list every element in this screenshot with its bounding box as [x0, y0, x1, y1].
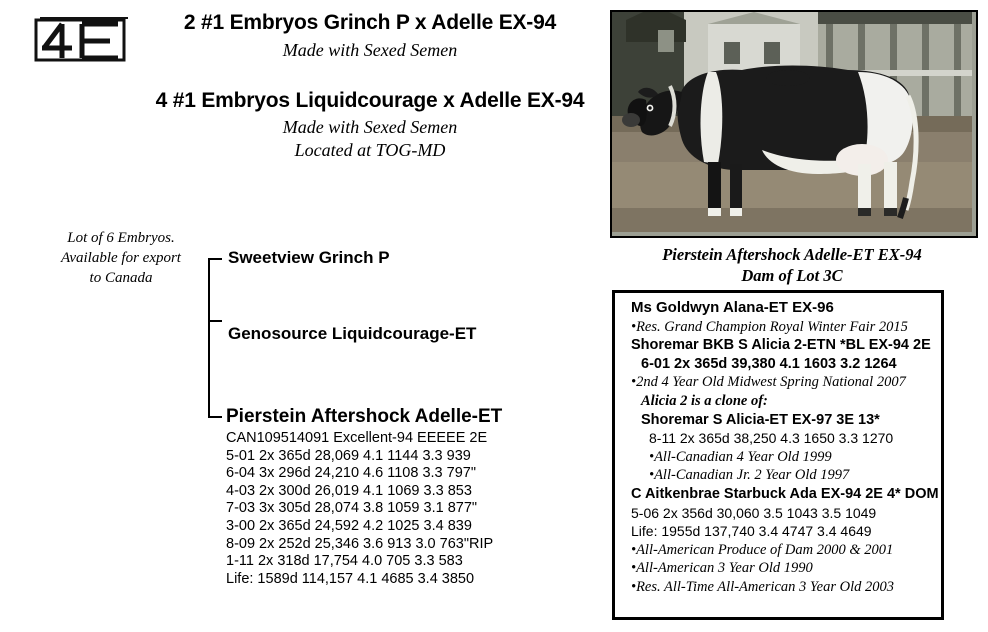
pedigree-detail-line: •Res. Grand Champion Royal Winter Fair 2015	[631, 318, 908, 335]
pedigree-detail-line: Shoremar BKB S Alicia 2-ETN *BL EX-94 2E	[631, 337, 931, 354]
lot-title-secondary: 4 #1 Embryos Liquidcourage x Adelle EX-94	[155, 89, 585, 112]
pedigree-detail-line: Alicia 2 is a clone of:	[641, 392, 768, 409]
pedigree-bracket-vertical	[208, 258, 210, 418]
pedigree-bracket-bottom	[208, 416, 222, 418]
cow-photo	[610, 10, 978, 238]
pedigree-detail-line: •All-American 3 Year Old 1990	[631, 560, 813, 577]
export-note-line-2: Available for export	[61, 250, 181, 266]
dam-record-line: 6-04 3x 296d 24,210 4.6 1108 3.3 797"	[226, 465, 476, 482]
lot-title-primary: 2 #1 Embryos Grinch P x Adelle EX-94	[183, 11, 557, 34]
lot-location: Located at TOG-MD	[294, 140, 446, 160]
dam-record-line: Life: 1589d 114,157 4.1 4685 3.4 3850	[226, 570, 475, 587]
pedigree-detail-line: Ms Goldwyn Alana-ET EX-96	[631, 299, 834, 316]
dam-record-line: CAN109514091 Excellent-94 EEEEE 2E	[226, 430, 488, 446]
maternal-pedigree-box	[612, 290, 944, 620]
dam-record-line: 8-09 2x 252d 25,346 3.6 913 3.0 763"RIP	[226, 535, 494, 552]
dam-record-line: 3-00 2x 365d 24,592 4.2 1025 3.4 839	[226, 517, 472, 534]
pedigree-detail-line: Shoremar S Alicia-ET EX-97 3E 13*	[641, 411, 880, 428]
pedigree-detail-line: 8-11 2x 365d 38,250 4.3 1650 3.3 1270	[649, 430, 894, 447]
pedigree-detail-line: •All-American Produce of Dam 2000 & 2001	[631, 541, 894, 558]
export-note-line-3: to Canada	[89, 270, 153, 286]
dam-records	[226, 430, 582, 588]
pedigree-detail-line: •All-Canadian Jr. 2 Year Old 1997	[649, 467, 850, 484]
sire-liquidcourage: Genosource Liquidcourage-ET	[228, 324, 477, 343]
lot-subtitle-secondary: Made with Sexed Semen	[282, 117, 458, 137]
header-block	[140, 10, 600, 162]
dam-record-line: 4-03 2x 300d 26,019 4.1 1069 3.3 853	[226, 482, 472, 499]
dam-name: Pierstein Aftershock Adelle-ET	[226, 406, 503, 427]
pedigree-bracket-top	[208, 258, 222, 260]
lot-subtitle-primary: Made with Sexed Semen	[282, 40, 458, 60]
photo-caption-line-1: Pierstein Aftershock Adelle-ET EX-94	[662, 245, 922, 264]
pedigree-detail-line: 6-01 2x 365d 39,380 4.1 1603 3.2 1264	[641, 355, 897, 372]
pedigree-detail-line: •Res. All-Time All-American 3 Year Old 2003	[631, 578, 894, 595]
pedigree-detail-line: •All-Canadian 4 Year Old 1999	[649, 448, 832, 465]
dam-record-line: 7-03 3x 305d 28,074 3.8 1059 3.1 877"	[226, 500, 478, 517]
photo-caption-line-2: Dam of Lot 3C	[741, 266, 843, 285]
export-note-line-1: Lot of 6 Embryos.	[67, 230, 175, 246]
pedigree-detail-line: 5-06 2x 356d 30,060 3.5 1043 3.5 1049	[631, 504, 877, 521]
dam-record-line: 1-11 2x 318d 17,754 4.0 705 3.3 583	[226, 553, 463, 570]
pedigree-detail-line: Life: 1955d 137,740 3.4 4747 3.4 4649	[631, 523, 872, 540]
cow-photo-graphic	[612, 12, 972, 232]
pedigree-bracket-mid	[208, 320, 222, 322]
dam-record-line: 5-01 2x 365d 28,069 4.1 1144 3.3 939	[226, 447, 471, 464]
pedigree-block	[222, 248, 582, 588]
four-e-logo	[32, 14, 128, 66]
export-note	[46, 228, 196, 288]
logo-graphic	[32, 14, 128, 66]
pedigree-detail-line: •2nd 4 Year Old Midwest Spring National 2007	[631, 374, 906, 391]
sire-grinch: Sweetview Grinch P	[228, 248, 390, 267]
pedigree-detail-line: C Aitkenbrae Starbuck Ada EX-94 2E 4* DOM	[631, 485, 939, 502]
photo-caption	[610, 244, 974, 286]
